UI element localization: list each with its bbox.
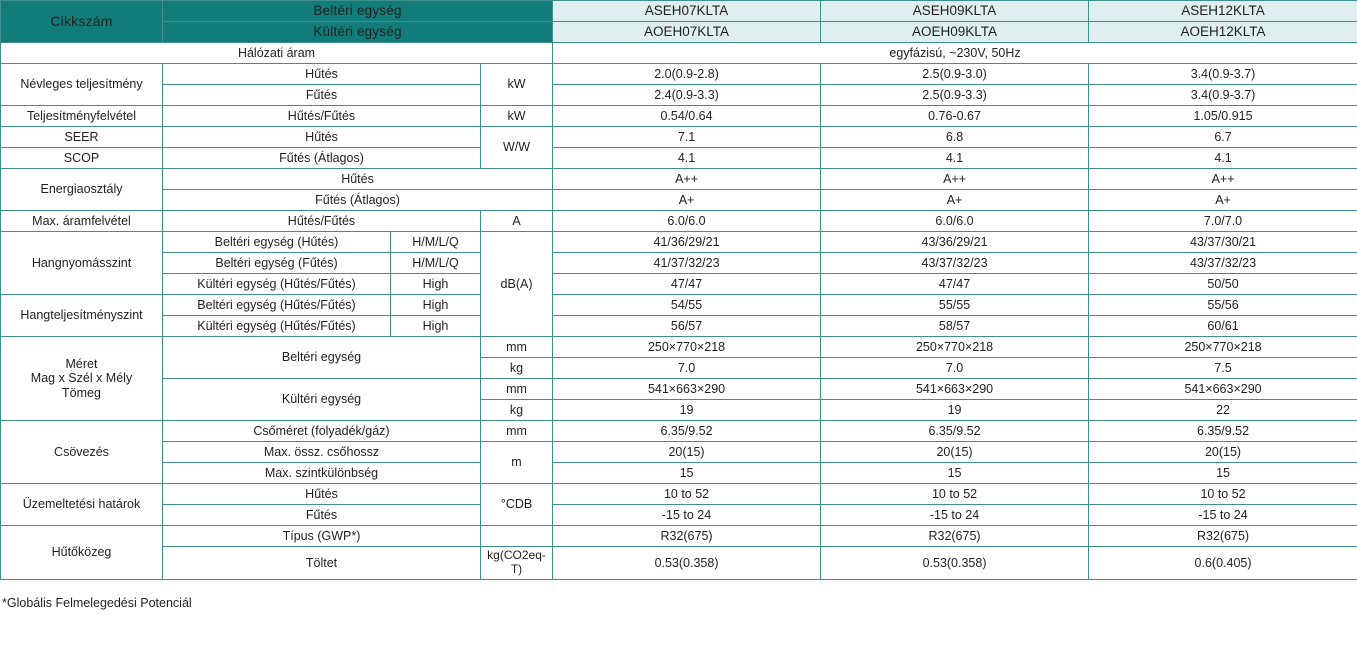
table-row [1,106,1357,127]
unit-cell [481,526,553,547]
sub-label-outdoor-unit: Kültéri egység [163,379,481,421]
table-row [1,253,1357,274]
unit-operating-range: °CDB [481,484,553,526]
value-cell: 47/47 [821,274,1089,295]
mode-cell: High [391,316,481,337]
dimensions-label-line-2: Mag x Szél x Mély [30,371,133,386]
row-label-nominal-capacity: Névleges teljesítmény [1,64,163,106]
value-cell: 6.8 [821,127,1089,148]
row-label-dimensions-weight [1,337,163,421]
sub-label-indoor-unit: Beltéri egység [163,337,481,379]
table-row [1,337,1357,358]
value-cell: 15 [553,463,821,484]
mode-cell: H/M/L/Q [391,232,481,253]
sub-label-max-pipe-length: Max. össz. csőhossz [163,442,481,463]
value-cell: 250×770×218 [821,337,1089,358]
value-cell: 20(15) [821,442,1089,463]
unit-cell: kg(CO2eq-T) [481,547,553,580]
table-header-row-outdoor [1,22,1357,43]
sub-label-heating: Fűtés [163,505,481,526]
sub-label-cooling-heating: Hűtés/Fűtés [163,106,481,127]
table-row [1,43,1357,64]
value-cell: R32(675) [1089,526,1357,547]
table-row [1,127,1357,148]
unit-max-current: A [481,211,553,232]
sub-label-heating: Fűtés [163,85,481,106]
row-label-sound-power: Hangteljesítményszint [1,295,163,337]
table-row [1,442,1357,463]
sub-label-refrigerant-type: Típus (GWP*) [163,526,481,547]
value-cell: 56/57 [553,316,821,337]
value-cell: 43/37/32/23 [821,253,1089,274]
unit-cell: kg [481,358,553,379]
value-cell: 43/36/29/21 [821,232,1089,253]
value-cell: 250×770×218 [553,337,821,358]
value-cell: 6.0/6.0 [821,211,1089,232]
sub-label-indoor-cooling-heating: Beltéri egység (Hűtés/Fűtés) [163,295,391,316]
value-cell: R32(675) [821,526,1089,547]
unit-cell: mm [481,379,553,400]
value-cell: 0.53(0.358) [821,547,1089,580]
unit-sound: dB(A) [481,232,553,337]
value-cell: 43/37/30/21 [1089,232,1357,253]
table-row [1,484,1357,505]
sub-label-max-height-difference: Max. szintkülönbség [163,463,481,484]
table-row [1,379,1357,400]
sub-label-cooling: Hűtés [163,127,481,148]
row-label-scop: SCOP [1,148,163,169]
value-cell: A+ [1089,190,1357,211]
value-cell: 15 [1089,463,1357,484]
table-row [1,232,1357,253]
value-cell: 10 to 52 [1089,484,1357,505]
header-indoor-unit: Beltéri egység [163,1,553,22]
dimensions-label-line-3: Tömeg [62,385,101,400]
value-cell: 10 to 52 [553,484,821,505]
sub-label-refrigerant-charge: Töltet [163,547,481,580]
sub-label-outdoor-cooling-heating: Kültéri egység (Hűtés/Fűtés) [163,274,391,295]
value-cell: A++ [821,169,1089,190]
value-cell: 0.76-0.67 [821,106,1089,127]
sub-label-indoor-heating: Beltéri egység (Fűtés) [163,253,391,274]
value-cell: 4.1 [1089,148,1357,169]
value-cell: 47/47 [553,274,821,295]
unit-cell: m [481,442,553,484]
table-row [1,421,1357,442]
value-cell: 15 [821,463,1089,484]
table-row [1,85,1357,106]
sub-label-heating-average: Fűtés (Átlagos) [163,148,481,169]
unit-cell: kg [481,400,553,421]
table-row [1,316,1357,337]
sub-label-heating-average: Fűtés (Átlagos) [163,190,553,211]
value-cell: 1.05/0.915 [1089,106,1357,127]
value-cell: 6.0/6.0 [553,211,821,232]
value-cell: -15 to 24 [1089,505,1357,526]
table-row [1,148,1357,169]
row-label-operating-range: Üzemeltetési határok [1,484,163,526]
value-cell: 6.35/9.52 [1089,421,1357,442]
value-cell: 55/55 [821,295,1089,316]
row-label-max-current: Max. áramfelvétel [1,211,163,232]
value-cell: 7.1 [553,127,821,148]
table-row [1,295,1357,316]
value-cell: 41/36/29/21 [553,232,821,253]
value-cell: 10 to 52 [821,484,1089,505]
value-cell: A++ [1089,169,1357,190]
value-cell: 7.5 [1089,358,1357,379]
footnote-gwp: *Globális Felmelegedési Potenciál [2,595,192,610]
value-cell: 20(15) [1089,442,1357,463]
value-cell: 3.4(0.9-3.7) [1089,85,1357,106]
value-cell: 19 [821,400,1089,421]
value-cell: 541×663×290 [553,379,821,400]
value-cell: A++ [553,169,821,190]
value-cell: 0.6(0.405) [1089,547,1357,580]
header-cikkszam: Cikkszám [1,1,163,43]
header-outdoor-model-1: AOEH07KLTA [553,22,821,43]
value-cell: 54/55 [553,295,821,316]
table-row [1,211,1357,232]
table-row [1,190,1357,211]
value-cell: 2.5(0.9-3.0) [821,64,1089,85]
table-row [1,547,1357,580]
value-cell: 250×770×218 [1089,337,1357,358]
unit-cell: mm [481,421,553,442]
value-cell: 55/56 [1089,295,1357,316]
sub-label-cooling: Hűtés [163,169,553,190]
table-row [1,463,1357,484]
unit-seer-scop: W/W [481,127,553,169]
value-cell: 50/50 [1089,274,1357,295]
value-cell: 19 [553,400,821,421]
dimensions-label-line-1: Méret [65,356,98,371]
value-cell: 3.4(0.9-3.7) [1089,64,1357,85]
value-cell: R32(675) [553,526,821,547]
mode-cell: High [391,295,481,316]
unit-nominal-capacity: kW [481,64,553,106]
value-cell: 7.0 [553,358,821,379]
value-cell: A+ [553,190,821,211]
value-cell: 0.53(0.358) [553,547,821,580]
header-model-1: ASEH07KLTA [553,1,821,22]
row-label-power-supply: Hálózati áram [1,43,553,64]
value-cell: 4.1 [821,148,1089,169]
table-row [1,505,1357,526]
value-cell: 2.5(0.9-3.3) [821,85,1089,106]
table-row [1,64,1357,85]
value-cell: 7.0/7.0 [1089,211,1357,232]
mode-cell: H/M/L/Q [391,253,481,274]
header-outdoor-model-2: AOEH09KLTA [821,22,1089,43]
sub-label-outdoor-cooling-heating: Kültéri egység (Hűtés/Fűtés) [163,316,391,337]
value-cell: 22 [1089,400,1357,421]
table-row [1,169,1357,190]
value-cell: 4.1 [553,148,821,169]
value-cell: 60/61 [1089,316,1357,337]
sub-label-cooling-heating: Hűtés/Fűtés [163,211,481,232]
value-cell: 41/37/32/23 [553,253,821,274]
row-label-seer: SEER [1,127,163,148]
header-model-2: ASEH09KLTA [821,1,1089,22]
value-cell: 7.0 [821,358,1089,379]
value-cell: 58/57 [821,316,1089,337]
mode-cell: High [391,274,481,295]
value-cell: 6.35/9.52 [821,421,1089,442]
header-outdoor-unit: Kültéri egység [163,22,553,43]
table-row [1,274,1357,295]
table-row [1,526,1357,547]
value-cell: 541×663×290 [821,379,1089,400]
sub-label-pipe-size: Csőméret (folyadék/gáz) [163,421,481,442]
value-cell: 6.7 [1089,127,1357,148]
row-label-refrigerant: Hűtőközeg [1,526,163,580]
value-cell: A+ [821,190,1089,211]
value-cell: -15 to 24 [821,505,1089,526]
row-label-power-input: Teljesítményfelvétel [1,106,163,127]
value-power-supply: egyfázisú, ~230V, 50Hz [553,43,1357,64]
value-cell: 2.4(0.9-3.3) [553,85,821,106]
value-cell: 2.0(0.9-2.8) [553,64,821,85]
table-header-row-indoor [1,1,1357,22]
header-model-3: ASEH12KLTA [1089,1,1357,22]
value-cell: 20(15) [553,442,821,463]
value-cell: -15 to 24 [553,505,821,526]
value-cell: 43/37/32/23 [1089,253,1357,274]
row-label-energy-class: Energiaosztály [1,169,163,211]
unit-cell: mm [481,337,553,358]
sub-label-cooling: Hűtés [163,64,481,85]
unit-power-input: kW [481,106,553,127]
header-outdoor-model-3: AOEH12KLTA [1089,22,1357,43]
value-cell: 541×663×290 [1089,379,1357,400]
row-label-sound-pressure: Hangnyomásszint [1,232,163,295]
row-label-piping: Csövezés [1,421,163,484]
value-cell: 0.54/0.64 [553,106,821,127]
sub-label-cooling: Hűtés [163,484,481,505]
sub-label-indoor-cooling: Beltéri egység (Hűtés) [163,232,391,253]
value-cell: 6.35/9.52 [553,421,821,442]
